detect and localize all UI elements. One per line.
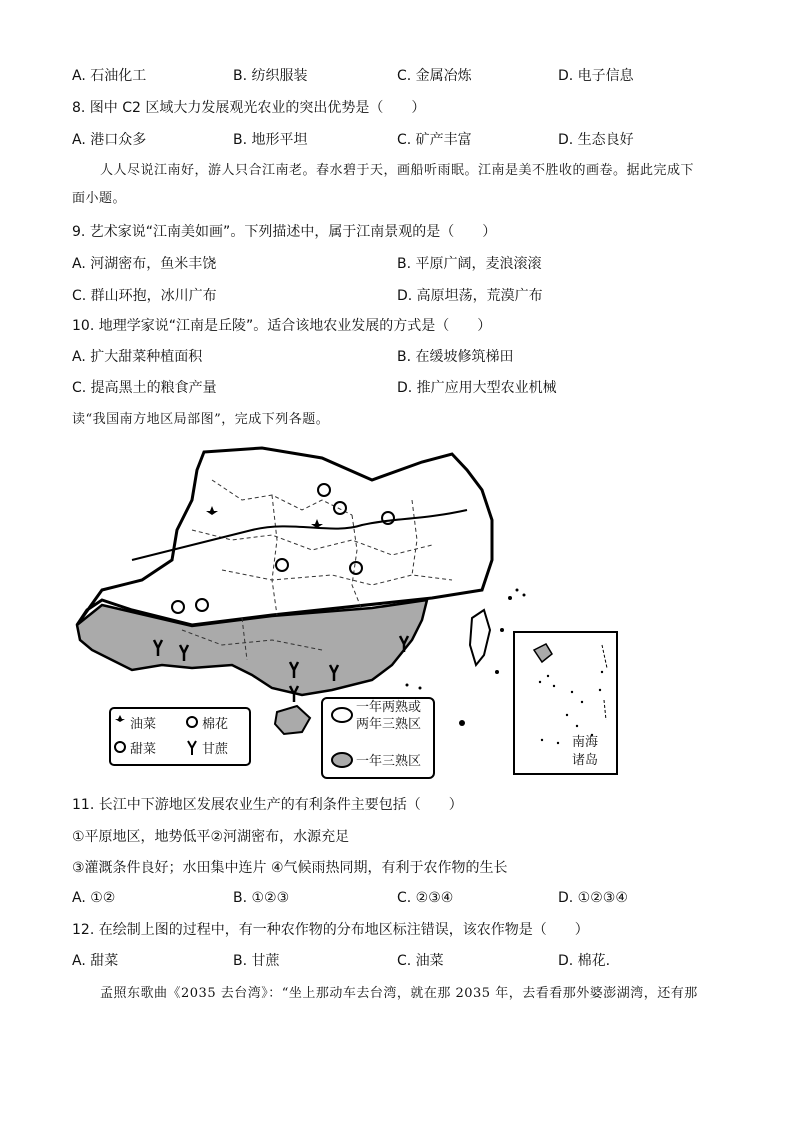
map-mainland-outline [77,448,492,625]
q10-stem: 10. 地理学家说“江南是丘陵”。适合该地农业发展的方式是（ ） [72,318,492,334]
q9-option-a: A. 河湖密布，鱼米丰饶 [72,256,217,272]
three-crops-legend-swatch [332,753,352,767]
q7-option-b: B. 纺织服装 [233,68,308,84]
passage2-line1: 孟照东歌曲《2035 去台湾》：“坐上那动车去台湾，就在那 2035 年，去看看那外婆澎湖湾，还有那 [100,986,698,1001]
q11-stem: 11. 长江中下游地区发展农业生产的有利条件主要包括（ ） [72,797,463,813]
legend-rapeseed: 油菜 [130,717,157,732]
legend-cotton: 棉花 [202,717,229,732]
q12-option-c: C. 油菜 [397,953,444,969]
inset-label-zhudao: 诸岛 [572,753,599,768]
south-china-sea-inset [514,632,617,774]
q12-stem: 12. 在绘制上图的过程中，有一种农作物的分布地区标注错误，该农作物是（ ） [72,922,589,938]
q8-option-a: A. 港口众多 [72,132,147,148]
q8-option-b: B. 地形平坦 [233,132,308,148]
south-china-map [72,440,632,785]
legend-two-crops-1: 一年两熟或 [356,700,422,715]
q7-option-a: A. 石油化工 [72,68,147,84]
q11-option-b: B. ①②③ [233,890,290,906]
q11-statement-2: ③灌溉条件良好；水田集中连片 ④气候雨热同期，有利于农作物的生长 [72,860,508,876]
q7-option-d: D. 电子信息 [558,68,634,84]
legend-three-crops: 一年三熟区 [356,754,422,769]
q10-option-c: C. 提高黑土的粮食产量 [72,380,217,396]
legend-sugarcane: 甘蔗 [202,742,229,757]
q7-option-c: C. 金属冶炼 [397,68,472,84]
passage1-line1: 人人尽说江南好，游人只合江南老。春水碧于天，画船听雨眠。江南是美不胜收的画卷。据此完成下 [100,163,695,178]
q10-option-a: A. 扩大甜菜种植面积 [72,349,203,365]
q9-option-d: D. 高原坦荡，荒漠广布 [397,288,543,304]
q8-option-c: C. 矿产丰富 [397,132,472,148]
q10-option-d: D. 推广应用大型农业机械 [397,380,557,396]
q9-stem: 9. 艺术家说“江南美如画”。下列描述中，属于江南景观的是（ ） [72,224,497,240]
q11-option-a: A. ①② [72,890,116,906]
q11-option-d: D. ①②③④ [558,890,628,906]
q8-stem: 8. 图中 C2 区域大力发展观光农业的突出优势是（ ） [72,100,426,116]
taiwan-island [470,610,490,665]
q12-option-d: D. 棉花. [558,953,611,969]
q9-option-c: C. 群山环抱，冰川广布 [72,288,217,304]
map-intro: 读“我国南方地区局部图”，完成下列各题。 [72,412,330,427]
two-crops-legend-swatch [332,708,352,722]
q10-option-b: B. 在缓坡修筑梯田 [397,349,514,365]
hainan-island [275,706,310,734]
q11-statement-1: ①平原地区，地势低平②河湖密布，水源充足 [72,829,350,845]
q9-option-b: B. 平原广阔，麦浪滚滚 [397,256,542,272]
legend-beet: 甜菜 [130,742,157,757]
crop-legend [110,708,250,765]
zone-legend [322,698,434,778]
passage1-line2: 面小题。 [72,191,127,206]
q12-option-b: B. 甘蔗 [233,953,280,969]
q11-option-c: C. ②③④ [397,890,454,906]
q8-option-d: D. 生态良好 [558,132,634,148]
inset-label-nanhai: 南海 [572,735,599,750]
legend-two-crops-2: 两年三熟区 [356,717,422,732]
q12-option-a: A. 甜菜 [72,953,119,969]
